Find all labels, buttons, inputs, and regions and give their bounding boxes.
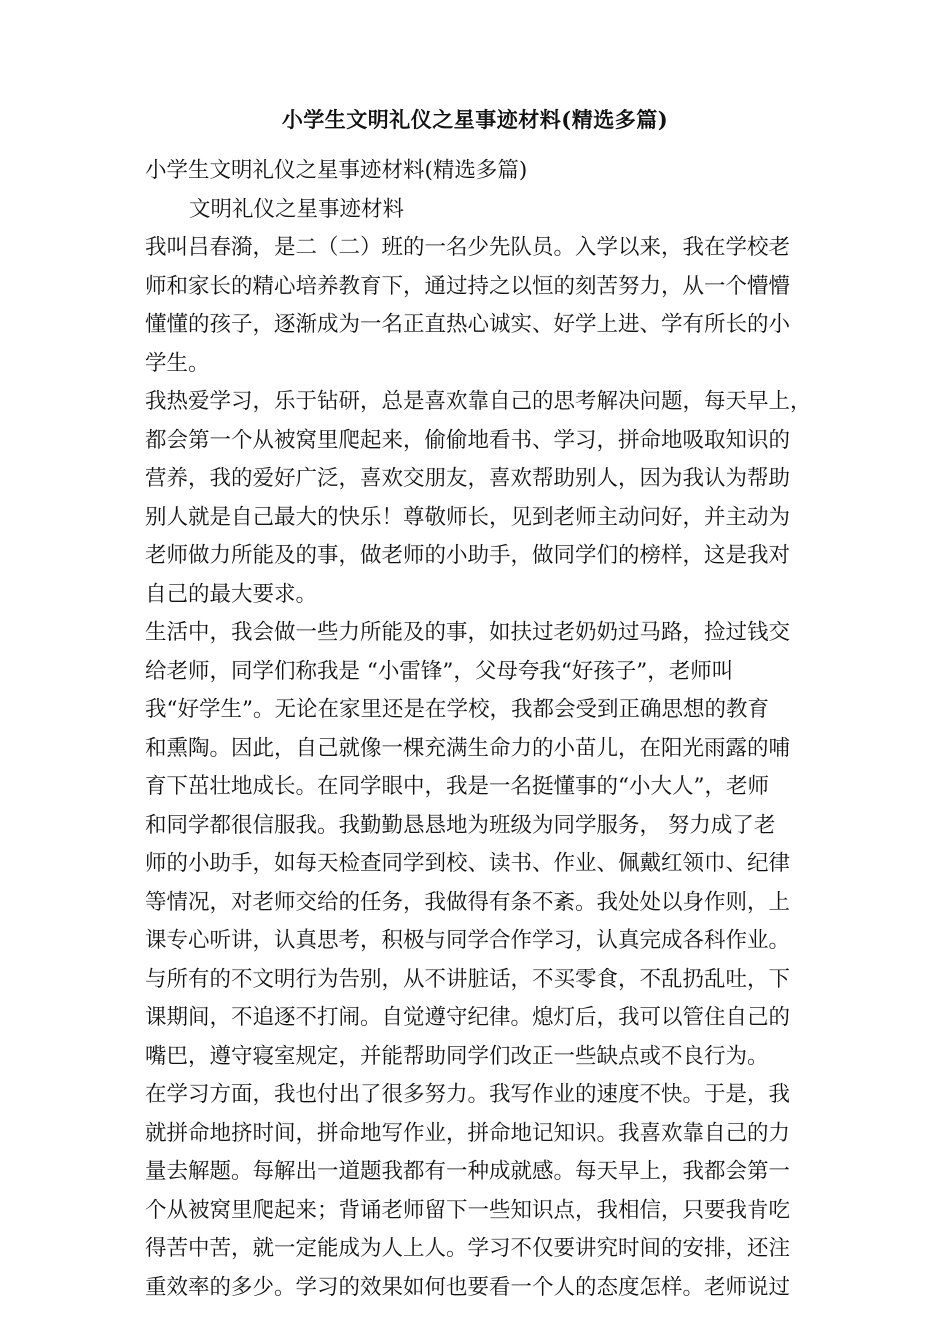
body-text-line: 都会第一个从被窝里爬起来，偷偷地看书、学习，拼命地吸取知识的 bbox=[145, 427, 791, 453]
body-text-line: 师和家长的精心培养教育下，通过持之以恒的刻苦努力，从一个懵懵 bbox=[145, 273, 791, 299]
body-text-line: 和熏陶。因此，自己就像一棵充满生命力的小苗儿，在阳光雨露的哺 bbox=[145, 735, 791, 761]
body-text-line: 师的小助手，如每天检查同学到校、读书、作业、佩戴红领巾、纪律 bbox=[145, 851, 791, 876]
document-body bbox=[145, 152, 825, 1307]
body-text-line: 我热爱学习，乐于钻研，总是喜欢靠自己的思考解决问题，每天早上， bbox=[145, 389, 812, 414]
body-lines bbox=[145, 229, 825, 1307]
body-text-line: 懂懂的孩子，逐渐成为一名正直热心诚实、好学上进、学有所长的小 bbox=[145, 312, 791, 337]
body-text-line: 等情况，对老师交给的任务，我做得有条不紊。我处处以身作则，上 bbox=[145, 889, 791, 915]
body-text-line: 得苦中苦，就一定能成为人上人。学习不仅要讲究时间的安排，还注 bbox=[145, 1236, 791, 1261]
body-text-line: 自己的最大要求。 bbox=[145, 581, 318, 607]
body-text-line: 别人就是自己最大的快乐！尊敬师长，见到老师主动问好，并主动为 bbox=[145, 504, 791, 530]
body-text-line: 老师做力所能及的事，做老师的小助手，做同学们的榜样，这是我对 bbox=[145, 543, 791, 568]
body-text-line: 在学习方面，我也付出了很多努力。我写作业的速度不快。于是，我 bbox=[145, 1082, 791, 1107]
body-text-line: 与所有的不文明行为告别，从不讲脏话，不买零食，不乱扔乱吐，下 bbox=[145, 966, 791, 992]
subtitle-line: 小学生文明礼仪之星事迹材料(精选多篇) bbox=[145, 158, 528, 183]
body-text-line: 课期间，不追逐不打闹。自觉遵守纪律。熄灯后，我可以管住自己的 bbox=[145, 1005, 791, 1030]
body-text-line: 就拼命地挤时间，拼命地写作业，拼命地记知识。我喜欢靠自己的力 bbox=[145, 1120, 791, 1146]
body-text-line: 营养，我的爱好广泛，喜欢交朋友，喜欢帮助别人，因为我认为帮助 bbox=[145, 466, 791, 491]
body-text-line: 学生。 bbox=[145, 350, 210, 376]
body-text-line: 和同学都很信服我。我勤勤恳恳地为班级为同学服务， 努力成了老 bbox=[145, 812, 776, 838]
body-text-line: 生活中，我会做一些力所能及的事，如扶过老奶奶过马路，捡过钱交 bbox=[145, 620, 791, 645]
section-heading: 文明礼仪之星事迹材料 bbox=[189, 196, 405, 222]
body-text-line: 我“好学生”。无论在家里还是在学校，我都会受到正确思想的教育 bbox=[145, 697, 769, 722]
body-text-line: 个从被窝里爬起来；背诵老师留下一些知识点，我相信，只要我肯吃 bbox=[145, 1197, 791, 1223]
body-text-line: 重效率的多少。学习的效果如何也要看一个人的态度怎样。老师说过 bbox=[145, 1274, 791, 1300]
body-text-line: 育下茁壮地成长。在同学眼中，我是一名挺懂事的“小大人”，老师 bbox=[145, 774, 769, 799]
document-title: 小学生文明礼仪之星事迹材料(精选多篇) bbox=[281, 107, 669, 132]
body-text-line: 课专心听讲，认真思考，积极与同学合作学习，认真完成各科作业。 bbox=[145, 928, 791, 953]
body-text-line: 嘴巴，遵守寝室规定，并能帮助同学们改正一些缺点或不良行为。 bbox=[145, 1043, 769, 1069]
body-text-line: 给老师，同学们称我是 “小雷锋”，父母夸我“好孩子”，老师叫 bbox=[145, 658, 734, 684]
body-text-line: 量去解题。每解出一道题我都有一种成就感。每天早上，我都会第一 bbox=[145, 1159, 791, 1184]
body-text-line: 我叫吕春漪，是二（二）班的一名少先队员。入学以来，我在学校老 bbox=[145, 235, 791, 260]
